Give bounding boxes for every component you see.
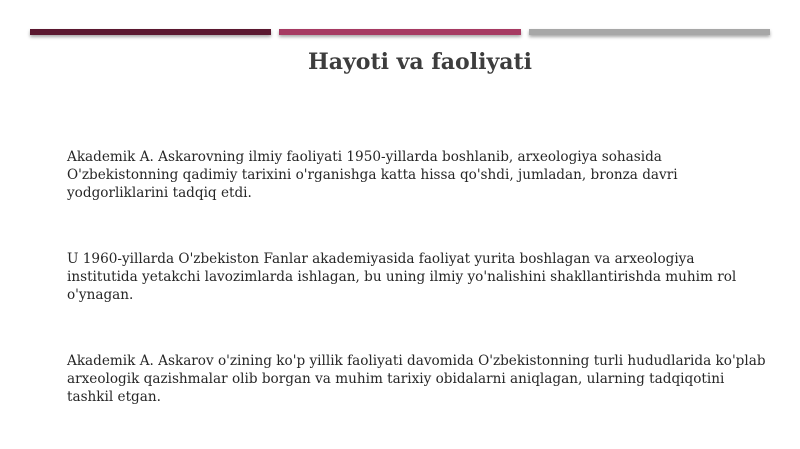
paragraph-1: Akademik A. Askarovning ilmiy faoliyati 1950-yillarda boshlanib, arxeologiya sohasida O'zbekistonning qadimiy tarixini o'rganishga katta hissa qo'shdi, jumladan, bronza davri yodgorliklarini tadqiq etdi.	[67, 149, 678, 201]
decorative-bar-left	[30, 29, 271, 35]
slide-title: Hayoti va faoliyati	[307, 49, 533, 75]
paragraph-2: U 1960-yillarda O'zbekiston Fanlar akademiyasida faoliyat yurita boshlagan va arxeologiya institutida yetakchi lavozimlarda ishlagan, bu uning ilmiy yo'nalishini shakllantirishda muhim rol o'ynagan.	[67, 251, 737, 303]
decorative-bar-middle	[279, 29, 521, 35]
paragraph-3: Akademik A. Askarov o'zining ko'p yillik faoliyati davomida O'zbekistonning turli hududlarida ko'plab arxeologik qazishmalar olib borgan va muhim tarixiy obidalarni aniqlagan, ularning tadqiqotini tashkil etgan.	[67, 353, 766, 405]
decorative-bar-right	[529, 29, 770, 35]
